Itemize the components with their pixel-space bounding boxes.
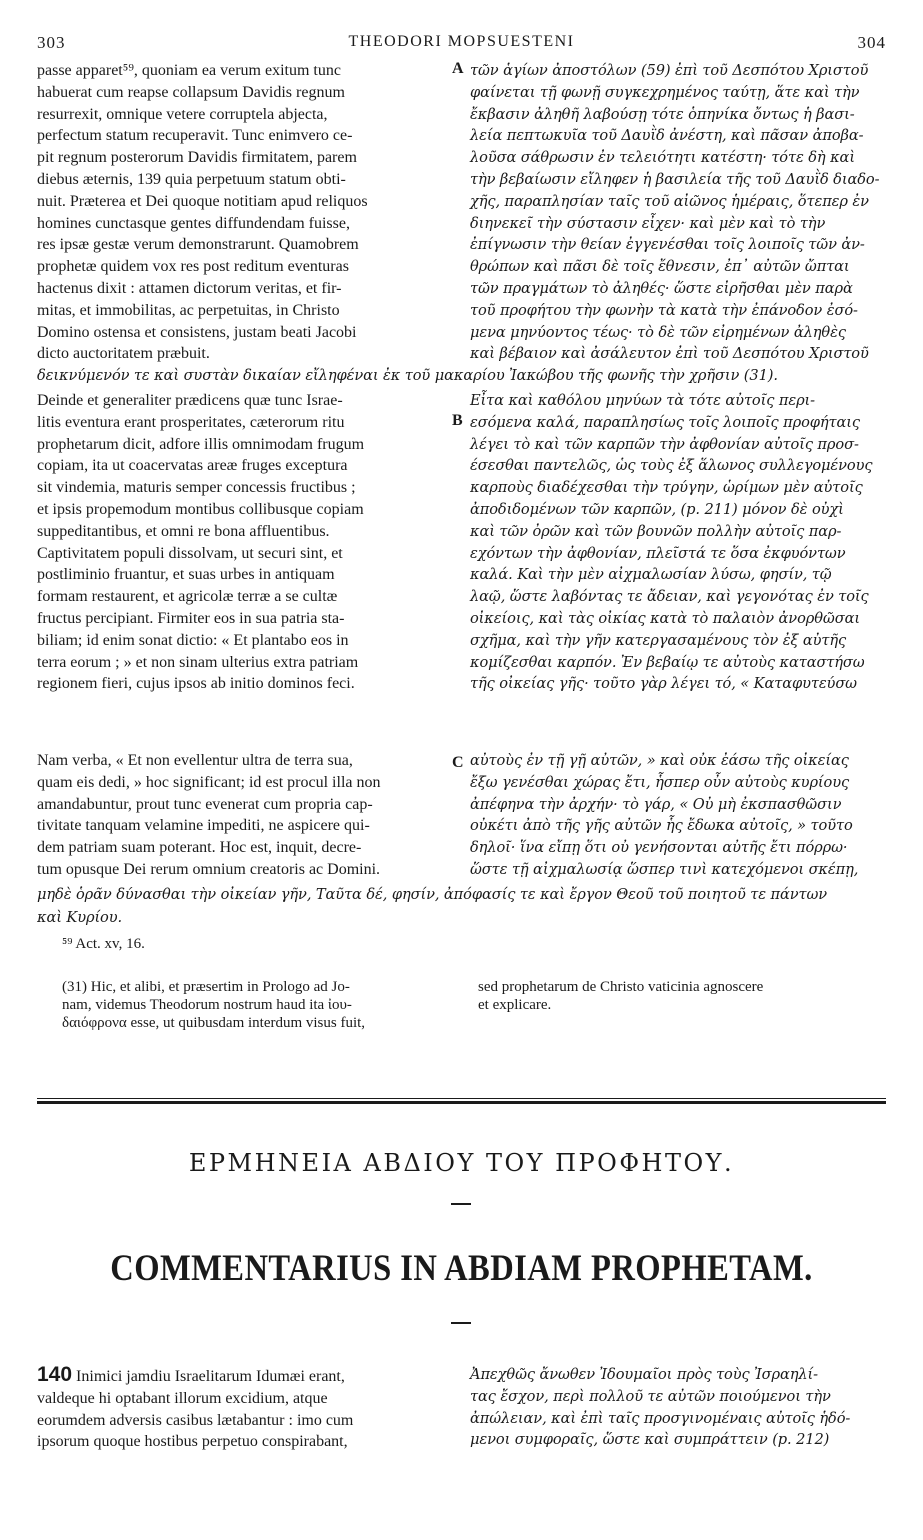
- footnote-text: ⁵⁹ Act. xv, 16.: [62, 936, 145, 952]
- greek-line: αὐτοὺς ἐν τῇ γῇ αὐτῶν, » καὶ οὐκ ἐάσω τῆς οἰκείας: [470, 752, 849, 769]
- latin-line: sit vindemia, maturis semper concessis fructibus ;: [37, 479, 356, 497]
- latin-line: tum opusque Dei rerum omnium creatoris ac Domini.: [37, 860, 381, 878]
- latin-line: et ipsis propemodum montibus collibusque copiam: [37, 500, 364, 518]
- latin-line-text: Inimici jamdiu Israelitarum Idumæi erant,: [76, 1368, 345, 1385]
- greek-line: μενοι συμφοραῖς, ὥστε καὶ συμπράττειν (p. 212): [470, 1431, 830, 1449]
- latin-line: mitas, et immobilitas, ac perpetuitas, in Christo: [37, 301, 340, 319]
- greek-line: ἐπίγνωσιν τὴν θείαν ἐγγενέσθαι τοῖς λοιποῖς τῶν ἀν-: [470, 236, 865, 254]
- latin-line: [37, 1364, 445, 1388]
- title-dash: [451, 1203, 471, 1205]
- latin-title: COMMENTARIUS IN ABDIAM PROPHETAM.: [110, 1248, 813, 1289]
- page-number-left: 303: [37, 33, 66, 52]
- latin-column-c: [37, 750, 445, 881]
- greek-line: ἔξω γενέσθαι χώρας ἔτι, ἧσπερ οὖν αὐτοὺς κυρίους: [470, 773, 850, 791]
- latin-line: prophetæ quidem vox res post reditum eventuras: [37, 258, 349, 276]
- greek-column-a: [470, 60, 886, 365]
- greek-line: τοῦ προφήτου τὴν φωνὴν τὰ κατὰ τὴν ἐπάνοδον ἐσό-: [470, 301, 858, 319]
- latin-line: eorumdem adversis casibus lætabantur : imo cum: [37, 1411, 354, 1429]
- latin-column-140: [37, 1364, 445, 1453]
- greek-line: καὶ τῶν ὀρῶν καὶ τῶν βουνῶν πολλὴν αὐτοῖς παρ-: [470, 522, 842, 540]
- footnote-line: sed prophetarum de Christo vaticinia agnoscere: [478, 979, 764, 995]
- latin-line: postliminio fruantur, et suas urbes in antiquam: [37, 566, 335, 584]
- latin-line: pit regnum posterorum Davidis firmitatem, parem: [37, 149, 357, 167]
- greek-line: καὶ βέβαιον καὶ ἀσάλευτον ἐπὶ τοῦ Δεσπότου Χριστοῦ: [470, 345, 869, 363]
- greek-line: λοῦσα σάθρωσιν ἐν τελειότητι κατέστη· τότε δὴ καὶ: [470, 149, 855, 167]
- greek-full-line-c: μηδὲ ὁρᾶν δύνασθαι τὴν οἰκείαν γῆν, Ταῦτα δέ, φησίν, ἀπόφασίς τε καὶ ἔργον Θεοῦ τοῦ ποιητοῦ τε πάντων: [37, 886, 828, 903]
- latin-line: resurrexit, omnique vetere corruptela abjecta,: [37, 105, 328, 123]
- latin-line: formam restaurent, et agricolæ terræ a se cultæ: [37, 588, 338, 606]
- greek-title: ΕΡΜΗΝΕΙΑ ΑΒΔΙΟΥ ΤΟΥ ΠΡΟΦΗΤΟΥ.: [188, 1149, 735, 1177]
- section-divider-thin: [37, 1098, 886, 1099]
- greek-line: ἀπώλειαν, καὶ ἐπὶ ταῖς προσγινομέναις αὐτοῖς ἡδό-: [470, 1409, 851, 1427]
- greek-line: φαίνεται τῇ φωνῇ συγκεχρημένος ταύτῃ, ἅτε καὶ τὴν: [470, 83, 860, 101]
- latin-line: nuit. Præterea et Dei quoque notitiam apud reliquos: [37, 192, 368, 210]
- greek-line: σχῆμα, καὶ τὴν γῆν κατεργασαμένους τὸν ἐξ αὐτῆς: [470, 631, 847, 649]
- latin-line: habuerat cum reapse collapsum Davidis regnum: [37, 83, 345, 101]
- running-title: THEODORI MOPSUESTENI: [348, 33, 575, 50]
- greek-line: λεία πεπτωκυῖα τοῦ Δαυῒδ ἀνέστη, καὶ πᾶσαν ἀποβα-: [470, 127, 864, 145]
- footnote-ref-59: [62, 935, 442, 953]
- latin-line: fructus percipiant. Firmiter eos in sua patria sta-: [37, 609, 345, 627]
- greek-line: ἀπέφηνα τὴν ἀρχήν· τὸ γάρ, « Οὐ μὴ ἐκσπασθῶσιν: [470, 795, 842, 813]
- footnote-line: nam, videmus Theodorum nostrum haud ita ἰου-: [62, 997, 352, 1013]
- latin-line: dem patriam suam poterant. Hoc est, inquit, decre-: [37, 839, 362, 857]
- latin-line: suppeditantibus, et omni re bona affluentibus.: [37, 522, 330, 540]
- greek-column-c: [470, 750, 886, 881]
- footnote-31-left: [62, 978, 454, 1032]
- greek-line: Ἀπεχθῶς ἄνωθεν Ἰδουμαῖοι πρὸς τοὺς Ἰσραηλί-: [470, 1366, 818, 1383]
- latin-line: hactenus dixit : attamen dictorum veritas, et fir-: [37, 279, 342, 297]
- greek-line: ἀποδιδομένων τῶν καρπῶν, (p. 211) μόνον δὲ οὐχὶ: [470, 500, 844, 518]
- margin-marker-b: B: [452, 412, 463, 429]
- latin-line: valdeque hi optabant illorum excidium, atque: [37, 1389, 328, 1407]
- greek-line: οἰκείοις, καὶ τὰς οἰκίας κατὰ τὸ παλαιὸν ἀνορθῶσαι: [470, 609, 860, 627]
- greek-line: ὥστε τῇ αἰχμαλωσίᾳ ὥσπερ τινὶ κατεχόμενοι σκέπῃ,: [470, 860, 859, 878]
- latin-line: homines cunctasque gentes diffundendam fuisse,: [37, 214, 350, 232]
- greek-line: χῆς, παραπλησίαν ταῖς τοῦ αἰῶνος ἡμέραις, ὅτεπερ ἐν: [470, 192, 869, 210]
- footnote-line: (31) Hic, et alibi, et præsertim in Prologo ad Jo-: [62, 979, 350, 995]
- latin-line: prophetarum dicit, adfore illis omnimodam frugum: [37, 435, 365, 453]
- greek-line: λέγει τὸ καὶ τῶν καρπῶν τὴν ἀφθονίαν αὐτοῖς προσ-: [470, 435, 859, 453]
- title-dash: [451, 1322, 471, 1324]
- latin-line: copiam, ita ut coacervatas areæ fruges exceptura: [37, 457, 348, 475]
- latin-line: litis eventura erant prosperitates, cæterorum ritu: [37, 413, 345, 431]
- latin-column-b: [37, 390, 445, 695]
- margin-marker-c: C: [452, 754, 464, 771]
- greek-line: Εἶτα καὶ καθόλου μηνύων τὰ τότε αὐτοῖς περι-: [470, 392, 816, 409]
- greek-line: δηλοῖ· ἵνα εἴπῃ ὅτι οὐ γενήσονται αὐτῆς ἔτι πόρρω·: [470, 839, 848, 857]
- latin-line: tivitate tanquam velamine impediti, ne aspicere qui-: [37, 817, 370, 835]
- greek-line: τῶν ἁγίων ἀποστόλων (59) ἐπὶ τοῦ Δεσπότου Χριστοῦ: [470, 62, 869, 79]
- greek-line: θρώπων καὶ πᾶσι δὲ τοῖς ἔθνεσιν, ἐπ᾽ αὐτῶν ὤπται: [470, 258, 850, 276]
- greek-line: καλά. Καὶ τὴν μὲν αἰχμαλωσίαν λύσω, φησίν, τῷ: [470, 566, 832, 584]
- greek-line: τῆς οἰκείας γῆς· τοῦτο γὰρ λέγει τό, « Καταφυτεύσω: [470, 675, 857, 693]
- margin-marker-a: A: [452, 60, 464, 77]
- greek-line: ἔκβασιν ἀληθῆ λαβούσῃ τότε ὁπηνίκα ὄντως ἡ βασι-: [470, 105, 855, 123]
- greek-full-line-a: δεικνύμενόν τε καὶ συστὰν δικαίαν εἴληφέναι ἐκ τοῦ μακαρίου Ἰακώβου τῆς φωνῆς τὴν χρῆσιν (31).: [37, 367, 778, 384]
- footnote-31-right: [478, 978, 886, 1014]
- greek-line: διηνεκεῖ τὴν σύστασιν εἶχεν· καὶ μὲν καὶ τὸ τὴν: [470, 214, 826, 232]
- latin-line: Deinde et generaliter prædicens quæ tunc Israe-: [37, 392, 343, 409]
- page-header: [37, 33, 886, 57]
- latin-column-a: [37, 60, 445, 365]
- latin-line: perfectum statum recuperavit. Tunc enimvero ce-: [37, 127, 353, 145]
- greek-line: οὐκέτι ἀπὸ τῆς γῆς αὐτῶν ἧς ἔδωκα αὐτοῖς, » τοῦτο: [470, 817, 853, 835]
- greek-column-b: [470, 390, 886, 695]
- greek-line: εσόμενα καλά, παραπλησίως τοῖς λοιποῖς προφήταις: [470, 413, 860, 431]
- footnote-line: δαιόφρονα esse, ut quibusdam interdum visus fuit,: [62, 1015, 366, 1031]
- latin-line: ipsorum quoque hostibus perpetuo conspirabant,: [37, 1433, 348, 1451]
- greek-line: τῶν πραγμάτων τὸ ἀληθές· ὥστε εἰρῆσθαι μὲν παρὰ: [470, 279, 853, 297]
- greek-line: λαῷ, ὥστε λαβόντας τε ἄδειαν, καὶ γεγονότας ἐν τοῖς: [470, 588, 869, 606]
- greek-column-140: [470, 1364, 886, 1451]
- greek-line: κομίζεσθαι καρπόν. Ἐν βεβαίῳ τε αὐτοὺς καταστήσω: [470, 653, 865, 671]
- latin-line: regionem fieri, cujus ipsos ab initio dominos feci.: [37, 675, 355, 693]
- latin-line: res ipsæ gestæ verum demonstrarunt. Quamobrem: [37, 236, 359, 254]
- latin-line: terra eorum ; » et non sinam ulterius extra patriam: [37, 653, 359, 671]
- greek-line: καρποὺς διαδέχεσθαι τὴν τρύγην, ὡρίμων μὲν αὐτοῖς: [470, 479, 863, 497]
- greek-line: τας ἔσχον, περὶ πολλοῦ τε αὐτῶν ποιούμενοι τὴν: [470, 1387, 831, 1405]
- greek-line: εχόντων τὴν ἀφθονίαν, πλεῖστά τε ὅσα ἐκφυόντων: [470, 544, 846, 562]
- latin-line: quam eis dedi, » hoc significant; id est procul illa non: [37, 773, 381, 791]
- greek-line: μενα μηνύοντος τέως· τὸ δὲ τῶν εἰρημένων ἀληθὲς: [470, 323, 846, 341]
- latin-line: Captivitatem populi dissolvam, ut securi sint, et: [37, 544, 343, 562]
- latin-line: biliam; id enim sonat dictio: « Et plantabo eos in: [37, 631, 349, 649]
- greek-tail-line-c: καὶ Κυρίου.: [37, 909, 123, 926]
- latin-line: dicto auctoritatem præbuit.: [37, 345, 210, 363]
- paragraph-number: 140: [37, 1363, 73, 1386]
- greek-line: τὴν βεβαίωσιν εἴληφεν ἡ βασιλεία τῆς τοῦ Δαυῒδ διαδο-: [470, 170, 880, 188]
- latin-line: passe apparet⁵⁹, quoniam ea verum exitum tunc: [37, 62, 341, 79]
- page-number-right: 304: [857, 33, 886, 52]
- latin-line: amandabuntur, prout tunc evenerat cum propria cap-: [37, 795, 373, 813]
- section-divider-thick: [37, 1101, 886, 1104]
- latin-line: Domino ostensa et consistens, justam beati Jacobi: [37, 323, 357, 341]
- latin-line: diebus æternis, 139 quia perpetuum statum obti-: [37, 170, 346, 188]
- greek-line: έσεσθαι παντελῶς, ὡς τοὺς ἐξ ἅλωνος συλλεγομένους: [470, 457, 873, 475]
- latin-line: Nam verba, « Et non evellentur ultra de terra sua,: [37, 752, 353, 769]
- footnote-line: et explicare.: [478, 997, 552, 1013]
